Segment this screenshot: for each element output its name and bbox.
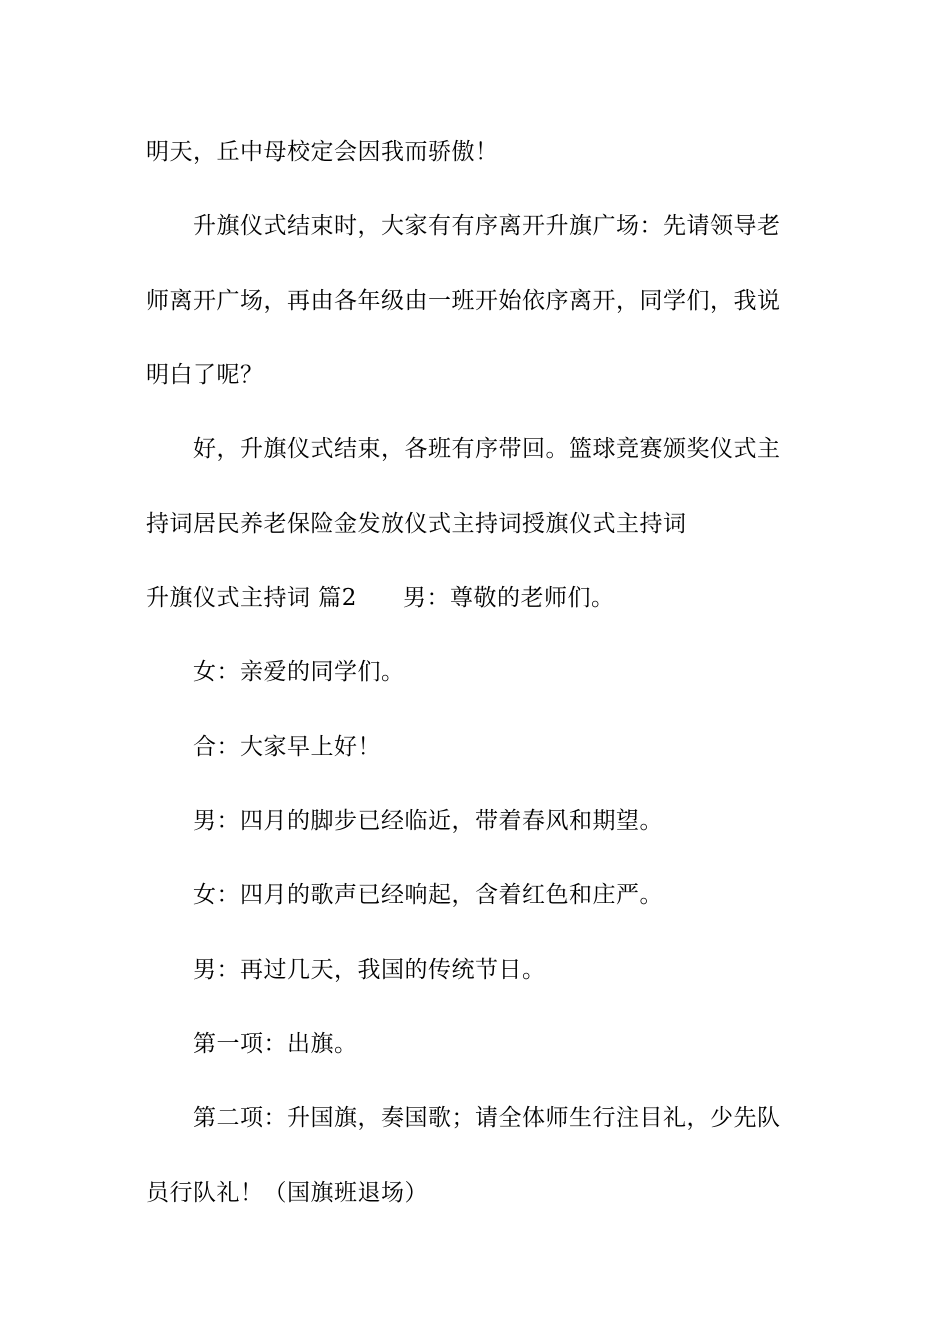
paragraph-line: 好，升旗仪式结束，各班有序带回。篮球竞赛颁奖仪式主 xyxy=(193,436,781,462)
program-item-line: 第二项：升国旗，奏国歌；请全体师生行注目礼，少先队 xyxy=(193,1105,781,1131)
paragraph-line: 持词居民养老保险金发放仪式主持词授旗仪式主持词 xyxy=(146,511,687,537)
dialogue-line: 男：再过几天，我国的传统节日。 xyxy=(193,957,546,983)
dialogue-line: 女：亲爱的同学们。 xyxy=(193,659,405,685)
dialogue-line: 男：尊敬的老师们。 xyxy=(402,585,615,611)
section-heading: 升旗仪式主持词 篇2 xyxy=(146,585,357,611)
paragraph-line: 明白了呢？ xyxy=(146,362,264,388)
paragraph-line: 师离开广场，再由各年级由一班开始依序离开，同学们，我说 xyxy=(146,288,781,314)
paragraph-line: 明天，丘中母校定会因我而骄傲！ xyxy=(146,139,499,165)
dialogue-line: 合：大家早上好！ xyxy=(193,734,381,760)
dialogue-line: 女：四月的歌声已经响起，含着红色和庄严。 xyxy=(193,882,663,908)
section-heading-line xyxy=(146,583,614,613)
program-item-line: 员行队礼！（国旗班退场） xyxy=(146,1180,428,1206)
paragraph-line: 升旗仪式结束时，大家有有序离开升旗广场：先请领导老 xyxy=(193,213,781,239)
program-item-line: 第一项：出旗。 xyxy=(193,1031,358,1057)
dialogue-line: 男：四月的脚步已经临近，带着春风和期望。 xyxy=(193,808,663,834)
